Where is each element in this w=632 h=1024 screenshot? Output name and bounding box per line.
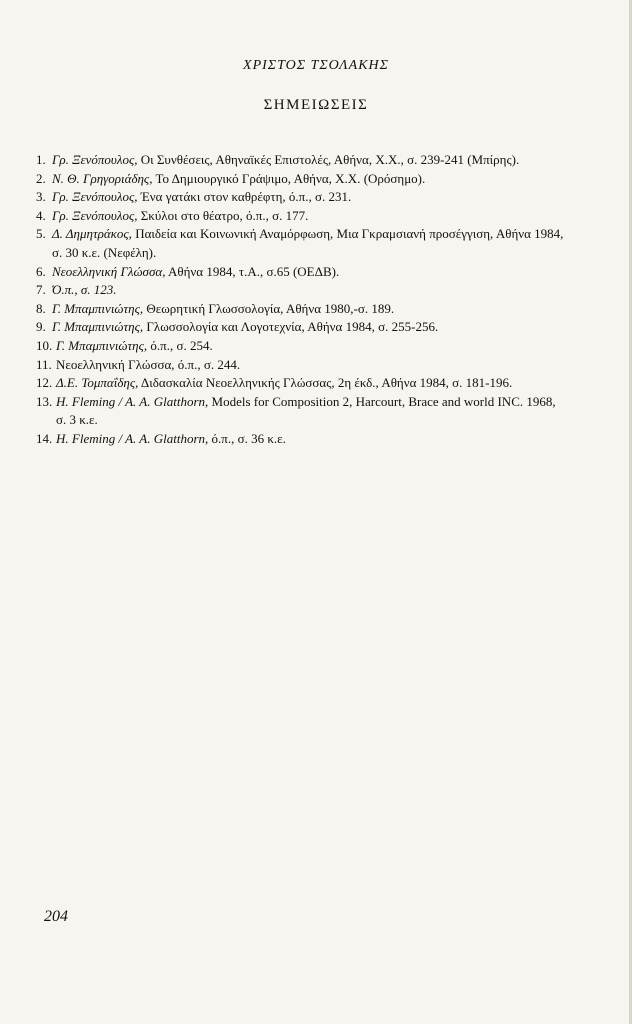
page-number: 204 [44,908,68,925]
note-number: 13. [36,393,53,409]
note-number: 3. [36,189,46,205]
note-text: Αθήνα 1984, τ.Α., σ.65 (ΟΕΔΒ). [165,263,340,279]
note-number: 6. [36,263,46,279]
note-author: Γρ. Ξενόπουλος, [52,152,138,167]
note-text: Το Δημιουργικό Γράψιμο, Αθήνα, Χ.Χ. (Ορόσημο). [152,170,426,186]
note-text: Γλωσσολογία και Λογοτεχνία, Αθήνα 1984, σ. 255-256. [143,319,439,335]
note-item [36,207,564,226]
note-author: Δ.Ε. Τομπαΐδης, [56,375,139,391]
note-author: H. Fleming / A. A. Glatthorn, [56,430,209,446]
note-number: 4. [36,207,46,223]
note-author: Ν. Θ. Γρηγοριάδης, [52,170,153,186]
note-item [36,151,564,170]
running-head: ΧΡΙΣΤΟΣ ΤΣΟΛΑΚΗΣ [243,58,389,73]
note-text: Θεωρητική Γλωσσολογία, Αθήνα 1980,-σ. 189. [143,300,395,316]
note-number: 14. [36,430,53,446]
note-number: 9. [36,319,46,335]
note-text: ό.π., σ. 254. [147,337,213,353]
note-text: Διδασκαλία Νεοελληνικής Γλώσσας, 2η έκδ., Αθήνα 1984, σ. 181-196. [138,375,513,391]
note-number: 1. [36,152,46,167]
note-author: Γρ. Ξενόπουλος, [52,207,138,223]
note-item [36,356,564,375]
note-item [36,374,564,393]
note-item [36,337,564,356]
note-title: Νεοελληνική Γλώσσα, [52,263,166,279]
note-text: Παιδεία και Κοινωνική Αναμόρφωση, Μια Γκραμσιανή προσέγγιση, Αθήνα 1984, σ. 30 κ.ε. (Νεφέλη). [52,226,564,260]
note-item [36,225,564,262]
note-text: Νεοελληνική Γλώσσα, ό.π., σ. 244. [56,356,241,372]
note-author: Γ. Μπαμπινιώτης, [52,300,144,316]
note-author: Δ. Δημητράκος, [52,226,132,242]
note-number: 11. [36,356,52,372]
note-text: Σκύλοι στο θέατρο, ό.π., σ. 177. [137,207,309,223]
note-item [36,263,564,282]
note-number: 12. [36,375,53,391]
notes-list [36,151,564,449]
note-item [36,188,564,207]
note-item [36,430,564,449]
note-number: 10. [36,337,53,353]
note-number: 7. [36,282,46,298]
section-title: ΣΗΜΕΙΩΣΕΙΣ [263,97,369,113]
note-text: Οι Συνθέσεις, Αθηναϊκές Επιστολές, Αθήνα, Χ.Χ., σ. 239-241 (Μπίρης). [137,152,520,167]
note-text: ό.π., σ. 36 κ.ε. [208,430,286,446]
note-author: H. Fleming / A. A. Glatthorn, [56,393,209,409]
note-item [36,393,564,430]
note-number: 5. [36,226,46,242]
note-text: Models for Composition 2, Harcourt, Brace and world INC. 1968, σ. 3 κ.ε. [56,393,556,428]
note-author: Γρ. Ξενόπουλος, [52,189,138,205]
note-text: Ένα γατάκι στον καθρέφτη, ό.π., σ. 231. [137,189,352,205]
note-item [36,300,564,319]
note-item [36,318,564,337]
note-item [36,281,564,300]
note-item [36,170,564,189]
note-author: Γ. Μπαμπινιώτης, [52,319,144,335]
note-number: 2. [36,170,46,186]
note-number: 8. [36,300,46,316]
note-author: Γ. Μπαμπινιώτης, [56,337,148,353]
note-title: Ό.π., σ. 123. [52,282,117,298]
